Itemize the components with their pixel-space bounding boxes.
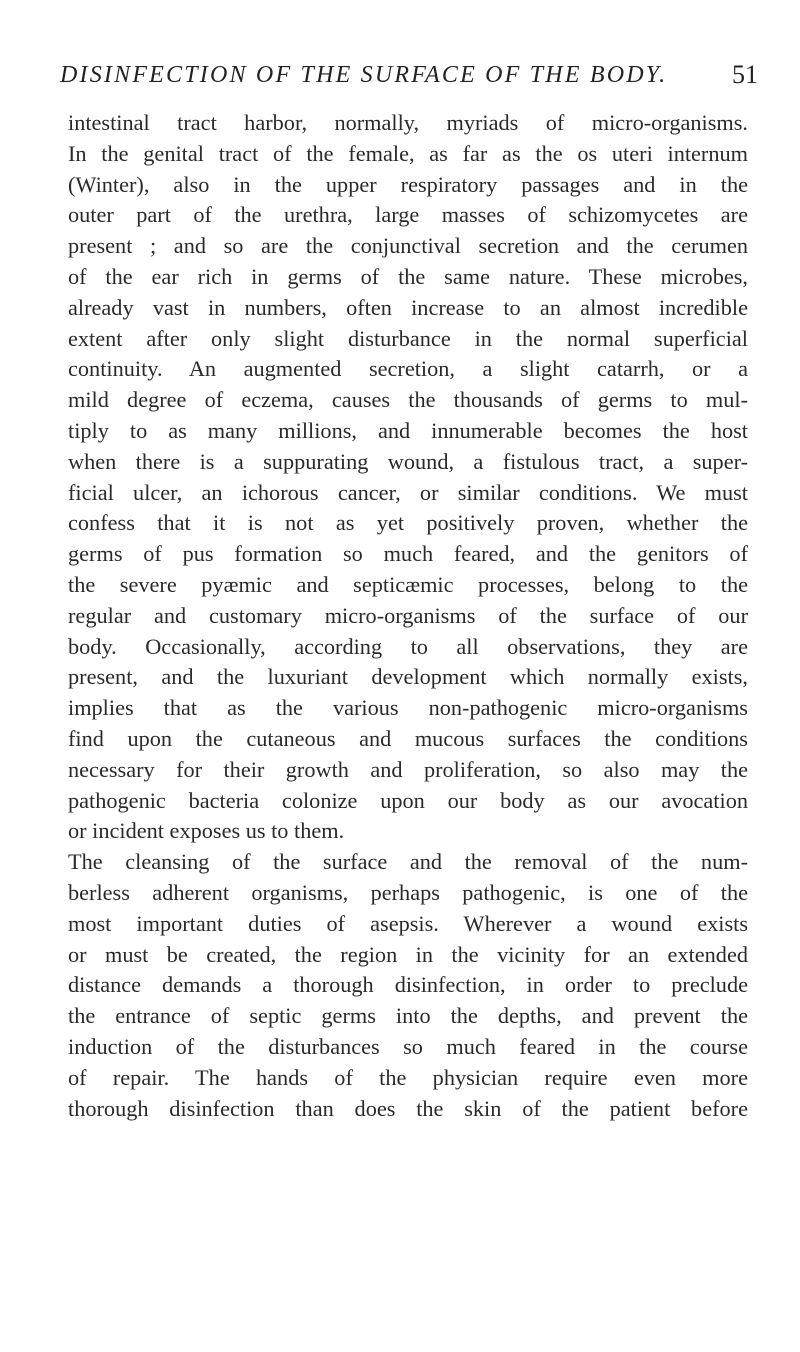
text-line: mild degree of eczema, causes the thousands of germs to mul- bbox=[68, 387, 748, 413]
text-line: pathogenic bacteria colonize upon our body as our avocation bbox=[68, 787, 748, 813]
text-line: germs of pus formation so much feared, and the genitors of bbox=[68, 541, 748, 567]
text-line: the severe pyæmic and septicæmic processes, belong to the bbox=[68, 571, 748, 597]
text-line: continuity. An augmented secretion, a slight catarrh, or a bbox=[68, 356, 748, 382]
body-text bbox=[68, 108, 748, 1124]
text-line: when there is a suppurating wound, a fistulous tract, a super- bbox=[68, 448, 748, 474]
text-line: extent after only slight disturbance in the normal superficial bbox=[68, 325, 748, 351]
text-line: confess that it is not as yet positively proven, whether the bbox=[68, 510, 748, 536]
text-line: or incident exposes us to them. bbox=[68, 818, 345, 844]
text-line: or must be created, the region in the vicinity for an extended bbox=[68, 941, 748, 967]
text-line: induction of the disturbances so much feared in the course bbox=[68, 1033, 748, 1059]
text-line: the entrance of septic germs into the depths, and prevent the bbox=[68, 1003, 748, 1029]
text-line: already vast in numbers, often increase to an almost incredible bbox=[68, 294, 748, 320]
text-line: present ; and so are the conjunctival secretion and the cerumen bbox=[68, 233, 748, 259]
text-line: (Winter), also in the upper respiratory passages and in the bbox=[68, 171, 748, 197]
text-line: implies that as the various non-pathogenic micro-organisms bbox=[68, 695, 748, 721]
text-line: of repair. The hands of the physician require even more bbox=[68, 1064, 748, 1090]
text-line: thorough disinfection than does the skin of the patient before bbox=[68, 1095, 748, 1121]
text-line: present, and the luxuriant development which normally exists, bbox=[68, 664, 748, 690]
running-head bbox=[60, 62, 764, 102]
text-line: body. Occasionally, according to all observations, they are bbox=[68, 633, 748, 659]
text-line: berless adherent organisms, perhaps pathogenic, is one of the bbox=[68, 879, 748, 905]
text-line: find upon the cutaneous and mucous surfaces the conditions bbox=[68, 725, 748, 751]
text-line: intestinal tract harbor, normally, myriads of micro-organisms. bbox=[68, 110, 748, 135]
text-line: distance demands a thorough disinfection, in order to preclude bbox=[68, 972, 748, 998]
text-line: tiply to as many millions, and innumerable becomes the host bbox=[68, 417, 748, 443]
text-line: outer part of the urethra, large masses of schizomycetes are bbox=[68, 202, 748, 228]
text-line: of the ear rich in germs of the same nature. These microbes, bbox=[68, 263, 748, 289]
text-line: most important duties of asepsis. Wherever a wound exists bbox=[68, 910, 748, 936]
text-line: In the genital tract of the female, as far as the os uteri internum bbox=[68, 140, 748, 166]
text-line: necessary for their growth and proliferation, so also may the bbox=[68, 756, 748, 782]
text-line: ficial ulcer, an ichorous cancer, or similar conditions. We must bbox=[68, 479, 748, 505]
text-line: regular and customary micro-organisms of the surface of our bbox=[68, 602, 748, 628]
running-title: DISINFECTION OF THE SURFACE OF THE BODY. bbox=[60, 62, 668, 88]
text-line: The cleansing of the surface and the removal of the num- bbox=[68, 849, 748, 875]
page-number: 51 bbox=[732, 60, 758, 89]
